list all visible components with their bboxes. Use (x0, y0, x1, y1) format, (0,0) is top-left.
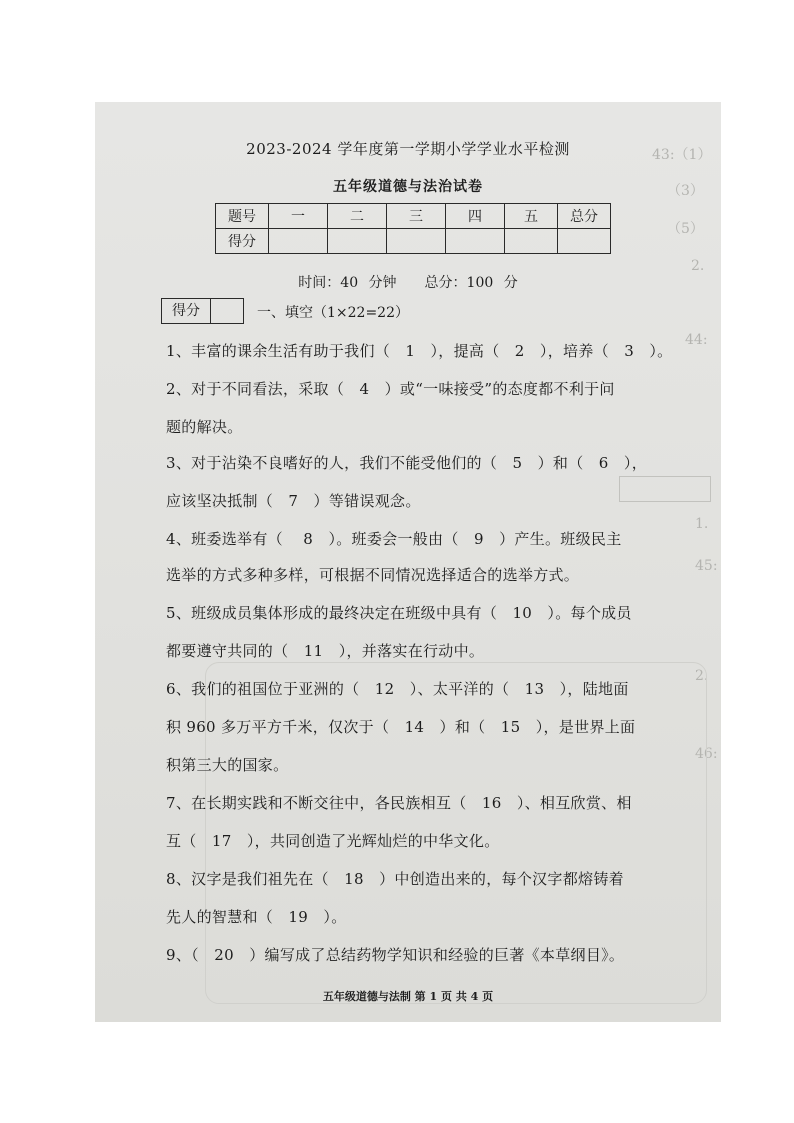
score-table-header-cell: 三 (387, 204, 446, 229)
section-title: 一、填空（1×22=22） (257, 305, 409, 321)
bleed-through-mark: 43:（1） (652, 147, 712, 163)
exam-info: 时间：40 分钟 总分：100 分 (298, 275, 518, 291)
bleed-through-mark: 1. (695, 516, 709, 532)
exam-paper (95, 102, 721, 1022)
bleed-through-mark: 44: (685, 332, 708, 348)
section-score-blank (211, 298, 244, 324)
question-line: 题的解决。 (166, 418, 243, 436)
question-line: 先人的智慧和（ 19 ）。 (166, 908, 347, 926)
question-line: 选举的方式多种多样，可根据不同情况选择适合的选举方式。 (166, 566, 580, 584)
score-cell (446, 229, 505, 254)
question-line: 3、对于沾染不良嗜好的人，我们不能受他们的（ 5 ）和（ 6 ）， (166, 454, 648, 472)
score-cell (328, 229, 387, 254)
section-score-box (161, 298, 244, 324)
bleed-through-box (619, 476, 711, 502)
score-table-header-cell: 四 (446, 204, 505, 229)
question-line: 2、对于不同看法，采取（ 4 ）或“一味接受”的态度都不利于问 (166, 380, 615, 398)
score-table-header-cell: 二 (328, 204, 387, 229)
score-table (215, 203, 611, 254)
exam-title: 2023-2024 学年度第一学期小学学业水平检测 (246, 140, 570, 158)
score-table-header-row (216, 204, 611, 229)
question-line: 8、汉字是我们祖先在（ 18 ）中创造出来的，每个汉字都熔铸着 (166, 870, 624, 888)
score-cell (558, 229, 611, 254)
question-line: 6、我们的祖国位于亚洲的（ 12 ）、太平洋的（ 13 ），陆地面 (166, 680, 629, 698)
bleed-through-mark: 45: (695, 558, 718, 574)
question-line: 都要遵守共同的（ 11 ），并落实在行动中。 (166, 642, 485, 660)
bleed-through-mark: 2. (691, 258, 705, 274)
question-line: 积 960 多万平方千米，仅次于（ 14 ）和（ 15 ），是世界上面 (166, 718, 636, 736)
score-table-row-label: 得分 (216, 229, 269, 254)
bleed-through-mark: 2. (695, 668, 709, 684)
question-line: 积第三大的国家。 (166, 756, 289, 774)
page-footer: 五年级道德与法制 第 1 页 共 4 页 (322, 990, 494, 1003)
bleed-through-mark: 46: (695, 746, 718, 762)
score-cell (505, 229, 558, 254)
score-cell (387, 229, 446, 254)
question-line: 应该坚决抵制（ 7 ）等错误观念。 (166, 492, 421, 510)
exam-subtitle: 五年级道德与法治试卷 (333, 179, 483, 195)
question-line: 互（ 17 ），共同创造了光辉灿烂的中华文化。 (166, 832, 500, 850)
bleed-through-mark: （5） (667, 221, 704, 237)
score-cell (269, 229, 328, 254)
score-table-header-cell: 题号 (216, 204, 269, 229)
score-table-header-cell: 一 (269, 204, 328, 229)
score-table-header-cell: 总分 (558, 204, 611, 229)
question-line: 9、（ 20 ）编写成了总结药物学知识和经验的巨著《本草纲目》。 (166, 946, 625, 964)
question-line: 7、在长期实践和不断交往中，各民族相互（ 16 ）、相互欣赏、相 (166, 794, 632, 812)
section-score-label: 得分 (161, 298, 211, 324)
question-line: 4、班委选举有（ 8 ）。班委会一般由（ 9 ）产生。班级民主 (166, 530, 622, 548)
score-table-score-row (216, 229, 611, 254)
score-table-header-cell: 五 (505, 204, 558, 229)
question-line: 5、班级成员集体形成的最终决定在班级中具有（ 10 ）。每个成员 (166, 604, 632, 622)
question-line: 1、丰富的课余生活有助于我们（ 1 ），提高（ 2 ），培养（ 3 ）。 (166, 342, 673, 360)
bleed-through-mark: （3） (667, 183, 704, 199)
